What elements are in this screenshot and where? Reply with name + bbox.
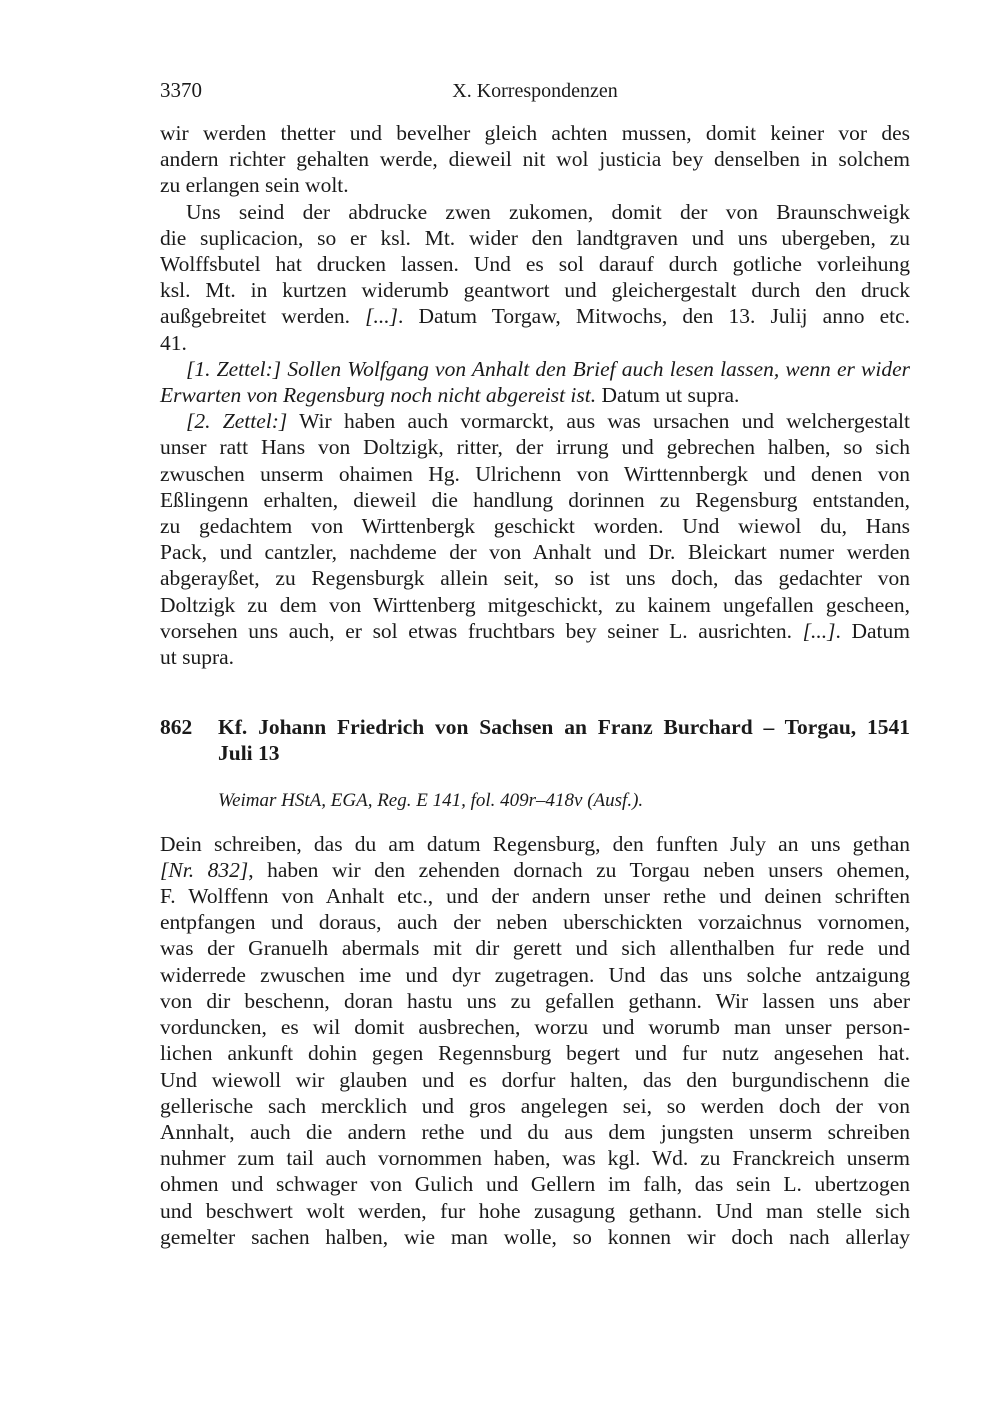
text-line: wir werden thetter und bevelher gleich achten mussen, domit keiner vor des — [160, 121, 910, 145]
text-line: von dir beschenn, doran hastu uns zu gefallen gethann. Wir lassen uns aber — [160, 988, 910, 1013]
text-line: widerrede zwuschen ime und dyr zugetragen. Und das uns solche antzaigung — [160, 962, 910, 987]
text-line: vorduncken, es wil domit ausbrechen, worzu und worumb man unser person- — [160, 1015, 910, 1040]
text-line: ksl. Mt. in kurtzen widerumb geantwort und gleichergestalt durch den druck — [160, 278, 910, 303]
text-line: abgerayßet, zu Regensburgk allein seit, so ist uns doch, das gedachter von — [160, 566, 910, 591]
text-line: was der Granuelh abermals mit dir gerett und sich allenthalben fur rede und — [160, 936, 910, 961]
text-line: Erwarten von Regensburg noch nicht abgereist ist. Datum ut supra. — [160, 383, 740, 408]
text-line: lichen ankunft dohin gegen Regennsburg begert und fur nutz angesehen hat. — [160, 1041, 910, 1066]
text-line: gellerische sach mercklich und gros angelegen sei, so werden doch der von — [160, 1093, 910, 1118]
page-header — [160, 78, 910, 108]
document-heading — [160, 714, 910, 766]
text-line: Uns seind der abdrucke zwen zukomen, domit der von Braunschweigk — [186, 199, 910, 224]
text-line: zu gedachtem von Wirttenbergk geschickt worden. Und wiewol du, Hans — [160, 514, 910, 539]
text-line: zwuschen unserm ohaimen Hg. Ulrichenn von Wirttennbergk und denen von — [160, 461, 910, 486]
text-line: 41. — [160, 330, 187, 355]
text-line: vorsehen uns auch, er sol etwas fruchtbars bey seiner L. ausrichten. [...]. Datum — [160, 618, 910, 643]
document-number: 862 — [160, 715, 193, 740]
text-line: die suplicacion, so er ksl. Mt. wider den landtgraven und uns ubergeben, zu — [160, 225, 910, 250]
text-line: Annhalt, auch die andern rethe und du aus dem jungsten unserm schreiben — [160, 1119, 910, 1144]
text-line: gemelter sachen halben, wie man wolle, so konnen wir doch nach allerlay — [160, 1224, 910, 1249]
text-line: Dein schreiben, das du am datum Regensburg, den funften July an uns gethan — [160, 831, 910, 856]
text-line: Wolffsbutel hat drucken lassen. Und es sol darauf durch gotliche vorleihung — [160, 252, 910, 277]
text-line: und beschwert wolt werden, fur hohe zusagung gethann. Und man stelle sich — [160, 1198, 910, 1223]
title-line: Juli 13 — [218, 741, 280, 766]
text-line: [Nr. 832], haben wir den zehenden dornach zu Torgau neben unsers ohemen, — [160, 857, 910, 882]
text-line: ohmen und schwager von Gulich und Gellern im falh, das sein L. ubertzogen — [160, 1172, 910, 1197]
text-line: zu erlangen sein wolt. — [160, 173, 349, 198]
text-line: Und wiewoll wir glauben und es dorfur halten, das den burgundischenn die — [160, 1067, 910, 1092]
text-line: Pack, und cantzler, nachdeme der von Anhalt und Dr. Bleickart numer werden — [160, 540, 910, 565]
page-number: 3370 — [160, 78, 202, 102]
text-line: ut supra. — [160, 645, 235, 670]
text-line: Doltzigk zu dem von Wirttenberg mitgeschickt, zu kainem ungefallen gescheen, — [160, 592, 910, 617]
text-line: Eßlingenn erhalten, dieweil die handlung dorinnen zu Regensburg entstanden, — [160, 487, 910, 512]
document-body — [160, 831, 910, 1250]
document-source: Weimar HStA, EGA, Reg. E 141, fol. 409r–418v (Ausf.). — [218, 789, 644, 811]
text-line: [1. Zettel:] Sollen Wolfgang von Anhalt den Brief auch lesen lassen, wenn er wider — [186, 356, 910, 381]
text-line: außgebreitet werden. [...]. Datum Torgaw, Mitwochs, den 13. Julij anno etc. — [160, 304, 911, 329]
text-line: andern richter gehalten werde, dieweil nit wol justicia bey denselben in solchem — [160, 147, 910, 172]
text-line: entpfangen und doraus, auch der neben uberschickten vorzaichnus vornomen, — [160, 910, 910, 935]
document-title — [218, 714, 910, 766]
running-title: X. Korrespondenzen — [452, 80, 618, 102]
text-line: unser ratt Hans von Doltzigk, ritter, der irrung und gebrechen halben, so sich — [160, 435, 910, 460]
text-line: [2. Zettel:] Wir haben auch vormarckt, aus was ursachen und welchergestalt — [186, 409, 910, 434]
text-line: nuhmer zum tail auch vornommen haben, was kgl. Wd. zu Franckreich unserm — [160, 1146, 910, 1171]
title-line: Kf. Johann Friedrich von Sachsen an Franz Burchard – Torgau, 1541 — [218, 715, 910, 740]
continuation-text — [160, 120, 910, 670]
document-page — [160, 78, 910, 1250]
text-line: F. Wolffenn von Anhalt etc., und der andern unser rethe und deinen schriften — [160, 884, 910, 909]
